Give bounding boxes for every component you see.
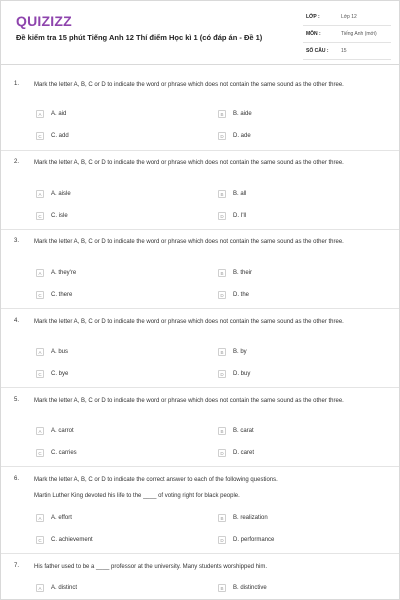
- option-text: C. bye: [51, 371, 69, 377]
- option-letter-box: C: [36, 212, 44, 220]
- question-number: 1.: [14, 81, 20, 87]
- option-letter-box: A: [36, 190, 44, 198]
- option-text: A. bus: [51, 349, 69, 355]
- option-letter-box: A: [36, 584, 44, 592]
- meta-row-subject: [303, 26, 391, 43]
- question-text: Mark the letter A, B, C or D to indicate the word or phrase which does not contain the same sound as the other three.: [34, 319, 344, 325]
- question-number: 4.: [14, 318, 20, 324]
- meta-row-count: [303, 43, 391, 60]
- question-number: 2.: [14, 159, 20, 165]
- option-text: C. add: [51, 133, 69, 139]
- option-text: C. isle: [51, 213, 68, 219]
- option-text: A. they're: [51, 270, 77, 276]
- question-number: 3.: [14, 238, 20, 244]
- option-letter-box: D: [218, 291, 226, 299]
- option-letter-box: D: [218, 449, 226, 457]
- question-text: Mark the letter A, B, C or D to indicate the word or phrase which does not contain the same sound as the other three.: [34, 82, 344, 88]
- question-divider: [1, 466, 399, 467]
- question-number: 6.: [14, 476, 20, 482]
- option-text: C. carries: [51, 450, 77, 456]
- meta-label-class: LỚP :: [306, 14, 320, 20]
- option-text: D. the: [233, 292, 250, 298]
- worksheet-meta-table: [303, 9, 391, 60]
- option-text: B. their: [233, 270, 253, 276]
- option-text: B. realization: [233, 515, 268, 521]
- quizizz-logo: QUIZIZZ: [16, 13, 72, 29]
- option-letter-box: B: [218, 110, 226, 118]
- option-letter-box: D: [218, 132, 226, 140]
- question-divider: [1, 229, 399, 230]
- option-letter-box: B: [218, 348, 226, 356]
- meta-row-class: [303, 9, 391, 26]
- option-text: A. aid: [51, 111, 67, 117]
- question-text: Mark the letter A, B, C or D to indicate the correct answer to each of the following questions.: [34, 477, 278, 483]
- worksheet-title: Đề kiểm tra 15 phút Tiếng Anh 12 Thí điểm Học kì 1 (có đáp án - Đề 1): [16, 33, 263, 42]
- question-text: Mark the letter A, B, C or D to indicate the word or phrase which does not contain the same sound as the other three.: [34, 398, 344, 404]
- meta-label-count: SỐ CÂU :: [306, 48, 329, 54]
- question-divider: [1, 150, 399, 151]
- option-text: D. ade: [233, 133, 251, 139]
- option-text: B. all: [233, 191, 247, 197]
- option-text: D. buy: [233, 371, 251, 377]
- option-text: D. I'll: [233, 213, 247, 219]
- meta-value-subject: Tiếng Anh (mới): [341, 31, 377, 37]
- option-letter-box: C: [36, 449, 44, 457]
- option-text: C. achievement: [51, 537, 93, 543]
- question-text: His father used to be a ____ professor at the university. Many students worshipped him.: [34, 564, 268, 570]
- option-letter-box: C: [36, 370, 44, 378]
- option-text: A. effort: [51, 515, 72, 521]
- meta-value-count: 15: [341, 48, 347, 54]
- question-divider: [1, 553, 399, 554]
- option-text: A. distinct: [51, 585, 78, 591]
- question-text: Mark the letter A, B, C or D to indicate the word or phrase which does not contain the same sound as the other three.: [34, 160, 344, 166]
- option-letter-box: B: [218, 427, 226, 435]
- question-number: 7.: [14, 563, 20, 569]
- option-letter-box: B: [218, 514, 226, 522]
- option-letter-box: C: [36, 536, 44, 544]
- header-divider: [1, 64, 399, 65]
- question-number: 5.: [14, 397, 20, 403]
- meta-label-subject: MÔN :: [306, 31, 321, 37]
- worksheet-header: [1, 1, 399, 61]
- option-letter-box: D: [218, 370, 226, 378]
- option-text: C. there: [51, 292, 73, 298]
- option-letter-box: A: [36, 110, 44, 118]
- option-text: B. distinctive: [233, 585, 267, 591]
- question-divider: [1, 387, 399, 388]
- meta-value-class: Lớp 12: [341, 14, 357, 20]
- option-text: B. by: [233, 349, 247, 355]
- option-letter-box: A: [36, 427, 44, 435]
- option-letter-box: C: [36, 132, 44, 140]
- question-sentence: Martin Luther King devoted his life to the ____ of voting right for black people.: [34, 493, 240, 499]
- option-letter-box: A: [36, 514, 44, 522]
- option-text: D. caret: [233, 450, 255, 456]
- option-letter-box: A: [36, 348, 44, 356]
- question-text: Mark the letter A, B, C or D to indicate the word or phrase which does not contain the same sound as the other three.: [34, 239, 344, 245]
- option-text: B. carat: [233, 428, 254, 434]
- option-letter-box: C: [36, 291, 44, 299]
- option-text: A. aisle: [51, 191, 71, 197]
- option-letter-box: B: [218, 269, 226, 277]
- option-letter-box: D: [218, 536, 226, 544]
- option-text: A. carrot: [51, 428, 74, 434]
- option-letter-box: B: [218, 584, 226, 592]
- option-letter-box: B: [218, 190, 226, 198]
- option-text: B. aide: [233, 111, 252, 117]
- question-divider: [1, 308, 399, 309]
- option-text: D. performance: [233, 537, 275, 543]
- option-letter-box: D: [218, 212, 226, 220]
- option-letter-box: A: [36, 269, 44, 277]
